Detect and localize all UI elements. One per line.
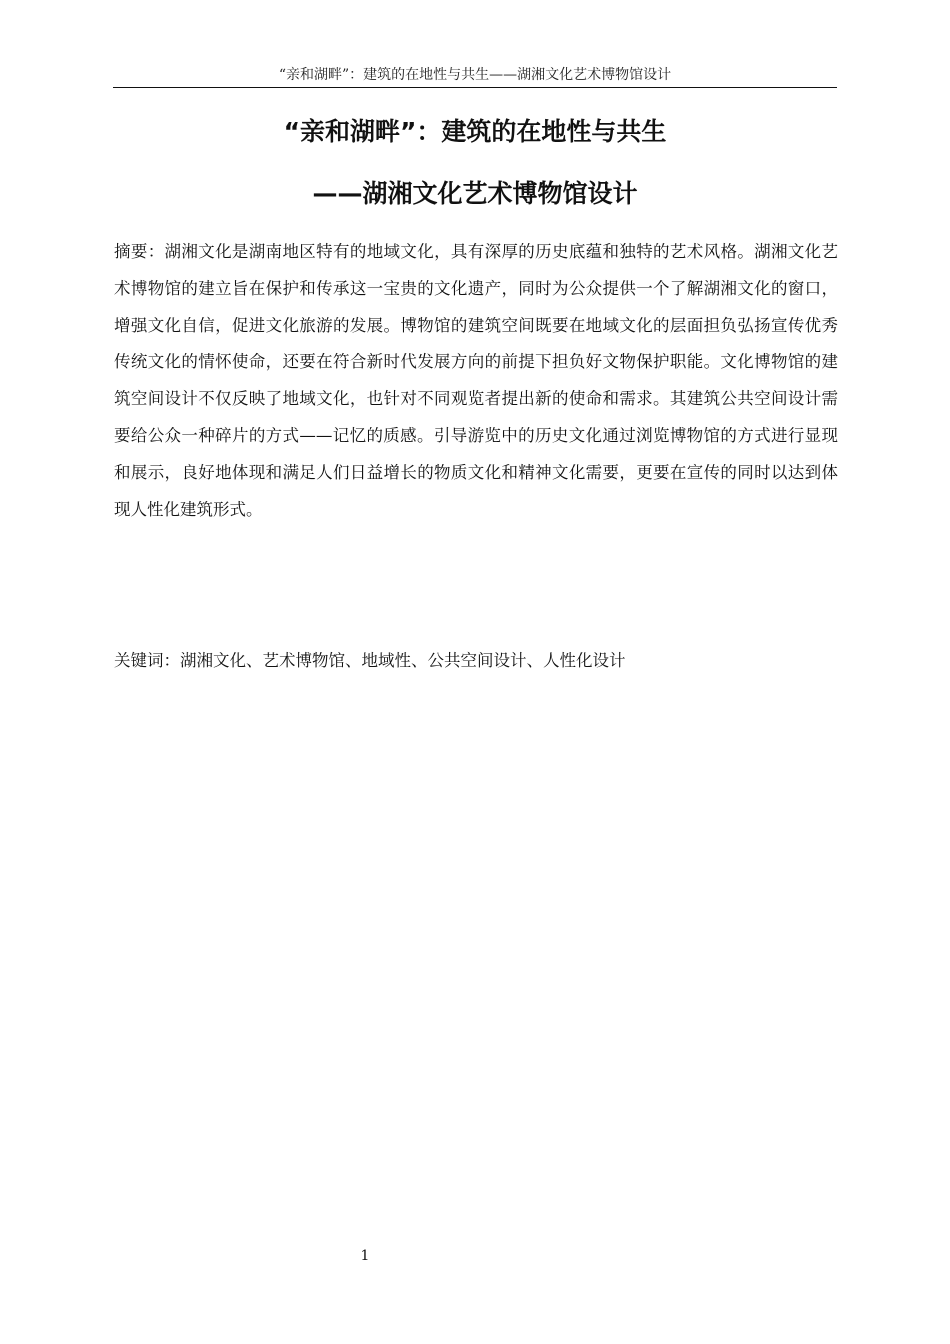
abstract-text: 湖湘文化是湖南地区特有的地域文化，具有深厚的历史底蕴和独特的艺术风格。湖湘文化艺术博物馆的建立旨在保护和传承这一宝贵的文化遗产，同时为公众提供一个了解湖湘文化的窗口，增强文化自信，促进文化旅游的发展。博物馆的建筑空间既要在地域文化的层面担负弘扬宣传优秀传统文化的情怀使命，还要在符合新时代发展方向的前提下担负好文物保护职能。文化博物馆的建筑空间设计不仅反映了地域文化，也针对不同观览者提出新的使命和需求。其建筑公共空间设计需要给公众一种碎片的方式——记忆的质感。引导游览中的历史文化通过浏览博物馆的方式进行显现和展示，良好地体现和满足人们日益增长的物质文化和精神文化需要，更要在宣传的同时以达到体现人性化建筑形式。: [114, 242, 839, 519]
page-number: 1: [360, 1248, 370, 1264]
document-subtitle: ——湖湘文化艺术博物馆设计: [312, 179, 638, 208]
running-header: “亲和湖畔”：建筑的在地性与共生——湖湘文化艺术博物馆设计: [278, 67, 672, 83]
abstract-paragraph: [114, 234, 838, 528]
keywords-paragraph: [114, 643, 838, 679]
abstract-label: 摘要：: [114, 242, 165, 261]
header-rule: [113, 87, 837, 88]
keywords-text: 湖湘文化、艺术博物馆、地域性、公共空间设计、人性化设计: [180, 651, 626, 670]
document-title: “亲和湖畔”：建筑的在地性与共生: [283, 117, 667, 146]
keywords-label: 关键词：: [114, 651, 180, 670]
